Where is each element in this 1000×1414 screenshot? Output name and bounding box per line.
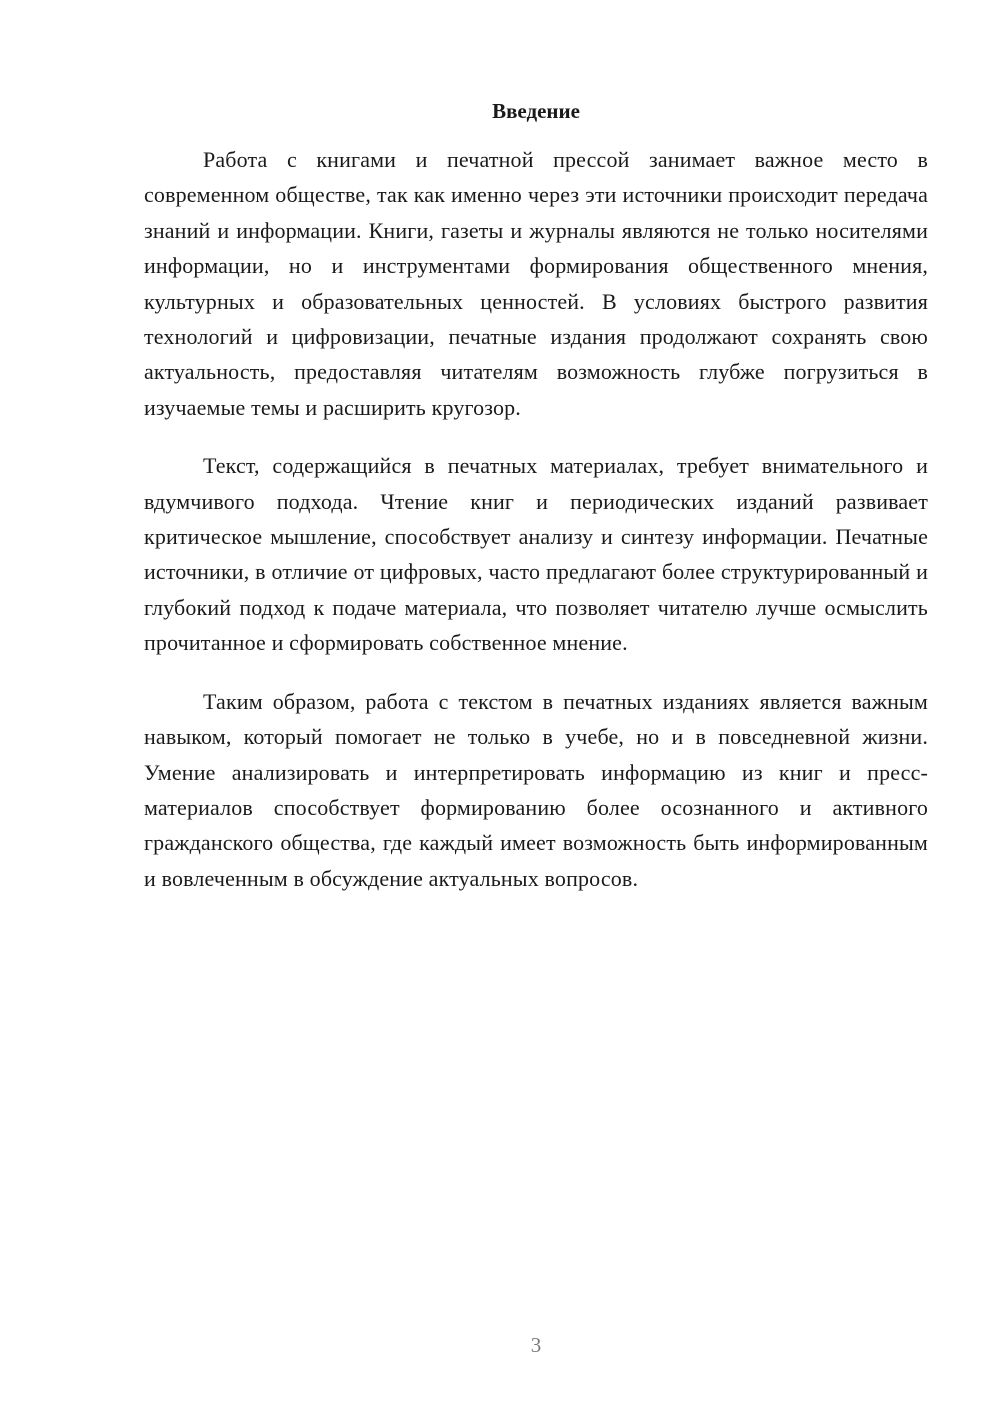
paragraph-2: Текст, содержащийся в печатных материалах, требует внимательного и вдумчивого подхода. Чтение книг и периодических изданий развивает критическое мышление, способствует анализу и синтезу информации. Печатные источники, в отличие от цифровых, часто предлагают более структурированный и глубокий подход к подаче материала, что позволяет читателю лучше осмыслить прочитанное и сформировать собственное мнение. <box>144 453 928 656</box>
page-number: 3 <box>530 1333 542 1357</box>
page-title: Введение <box>492 99 580 123</box>
document-body <box>144 142 928 919</box>
paragraph-3: Таким образом, работа с текстом в печатных изданиях является важным навыком, который помогает не только в учебе, но и в повседневной жизни. Умение анализировать и интерпретировать информацию из книг и пресс-материалов способствует формированию более осознанного и активного гражданского общества, где каждый имеет возможность быть информированным и вовлеченным в обсуждение актуальных вопросов. <box>144 688 928 891</box>
paragraph-1: Работа с книгами и печатной прессой занимает важное место в современном обществе, так как именно через эти источники происходит передача знаний и информации. Книги, газеты и журналы являются не только носителями информации, но и инструментами формирования общественного мнения, культурных и образовательных ценностей. В условиях быстрого развития технологий и цифровизации, печатные издания продолжают сохранять свою актуальность, предоставляя читателям возможность глубже погрузиться в изучаемые темы и расширить кругозор. <box>144 147 928 420</box>
